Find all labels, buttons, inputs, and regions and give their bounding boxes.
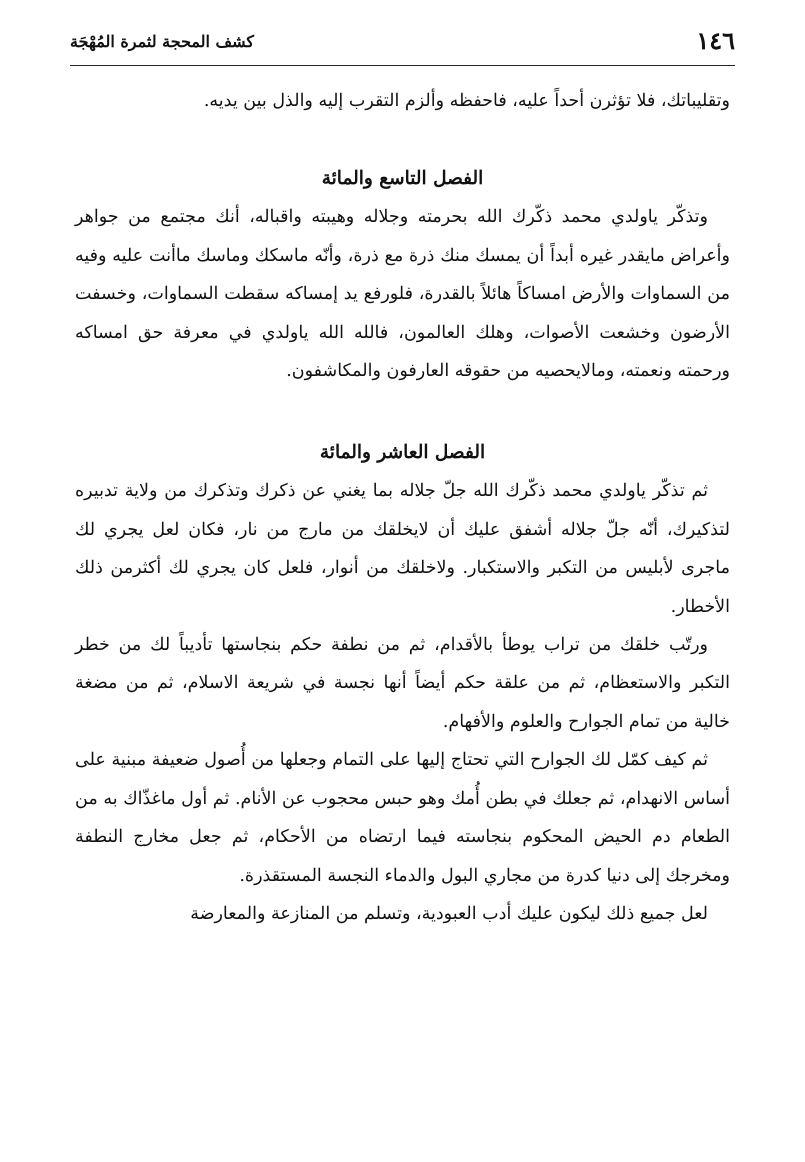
- paragraph-section-110-3: ثم كيف كمّل لك الجوارح التي تحتاج إليها على التمام وجعلها من أُصول ضعيفة مبنية على أساس الانهدام، ثم جعلك في بطن أُمك وهو حبس محجوب عن الأنام. ثم أول ماغذّاك به من الطعام دم الحيض المحكوم بنجاسته فيما ارتضاه من الأحكام، ثم جعل مخارج النطفة ومخرجك إلى دنيا كدرة من مجاري البول والدماء النجسة المستقذرة.: [75, 750, 730, 886]
- page-body: [75, 82, 730, 933]
- page-number: ١٤٦: [696, 26, 735, 55]
- section-spacer: [75, 390, 730, 434]
- paragraph-section-110-1: ثم تذكّر ياولدي محمد ذكّرك الله جلّ جلاله بما يغني عن ذكرك وتذكرك من ولاية تدبيره لتذكيرك، أنّه جلّ جلاله أشفق عليك أن لايخلقك من مارج من نار، فكان لعل يجري لك ماجرى لأبليس من التكبر والاستكبار. ولاخلقك من أنوار، فلعل كان يجري لك أكثرمن ذلك الأخطار.: [75, 481, 730, 617]
- section-heading-109: الفصل التاسع والمائة: [321, 168, 484, 190]
- paragraph-section-110-4: لعل جميع ذلك ليكون عليك أدب العبودية، وتسلم من المنازعة والمعارضة: [190, 903, 708, 924]
- paragraph-section-109: وتذكّر ياولدي محمد ذكّرك الله بحرمته وجلاله وهيبته واقباله، أنك مجتمع من جواهر وأعراض مايقدر غيره أبداً أن يمسك منك ذرة مع ذرة، وأنّه ماسكك وماسك ماأنت عليه وفيه من السماوات والأرض امساكاً هائلاً بالقدرة، فلورفع يد إمساكه سقطت السماوات، وخسفت الأرضون وخشعت الأصوات، وهلك العالمون، فالله الله ياولدي في معرفة حق امساكه ورحمته ونعمته، ومالايحصيه من حقوقه العارفون والمكاشفون.: [75, 207, 730, 382]
- running-head: [70, 22, 735, 62]
- section-heading-110: الفصل العاشر والمائة: [319, 442, 486, 464]
- paragraph-continuation: وتقليباتك، فلا تؤثرن أحداً عليه، فاحفظه وألزم التقرب إليه والذل بين يديه.: [203, 91, 730, 111]
- paragraph-section-110-2: ورتّب خلقك من تراب يوطأ بالأقدام، ثم من نطفة حكم بنجاستها تأديباً لك من خطر التكبر والاستعظام، ثم من علقة حكم أيضاً أنها نجسة في شريعة الاسلام، ثم من مضغة خالية من تمام الجوارح والعلوم والأفهام.: [75, 635, 730, 732]
- section-spacer: [75, 120, 730, 160]
- book-title: كشف المحجة لثمرة المُهْجَة: [70, 32, 254, 51]
- header-rule: [70, 65, 735, 66]
